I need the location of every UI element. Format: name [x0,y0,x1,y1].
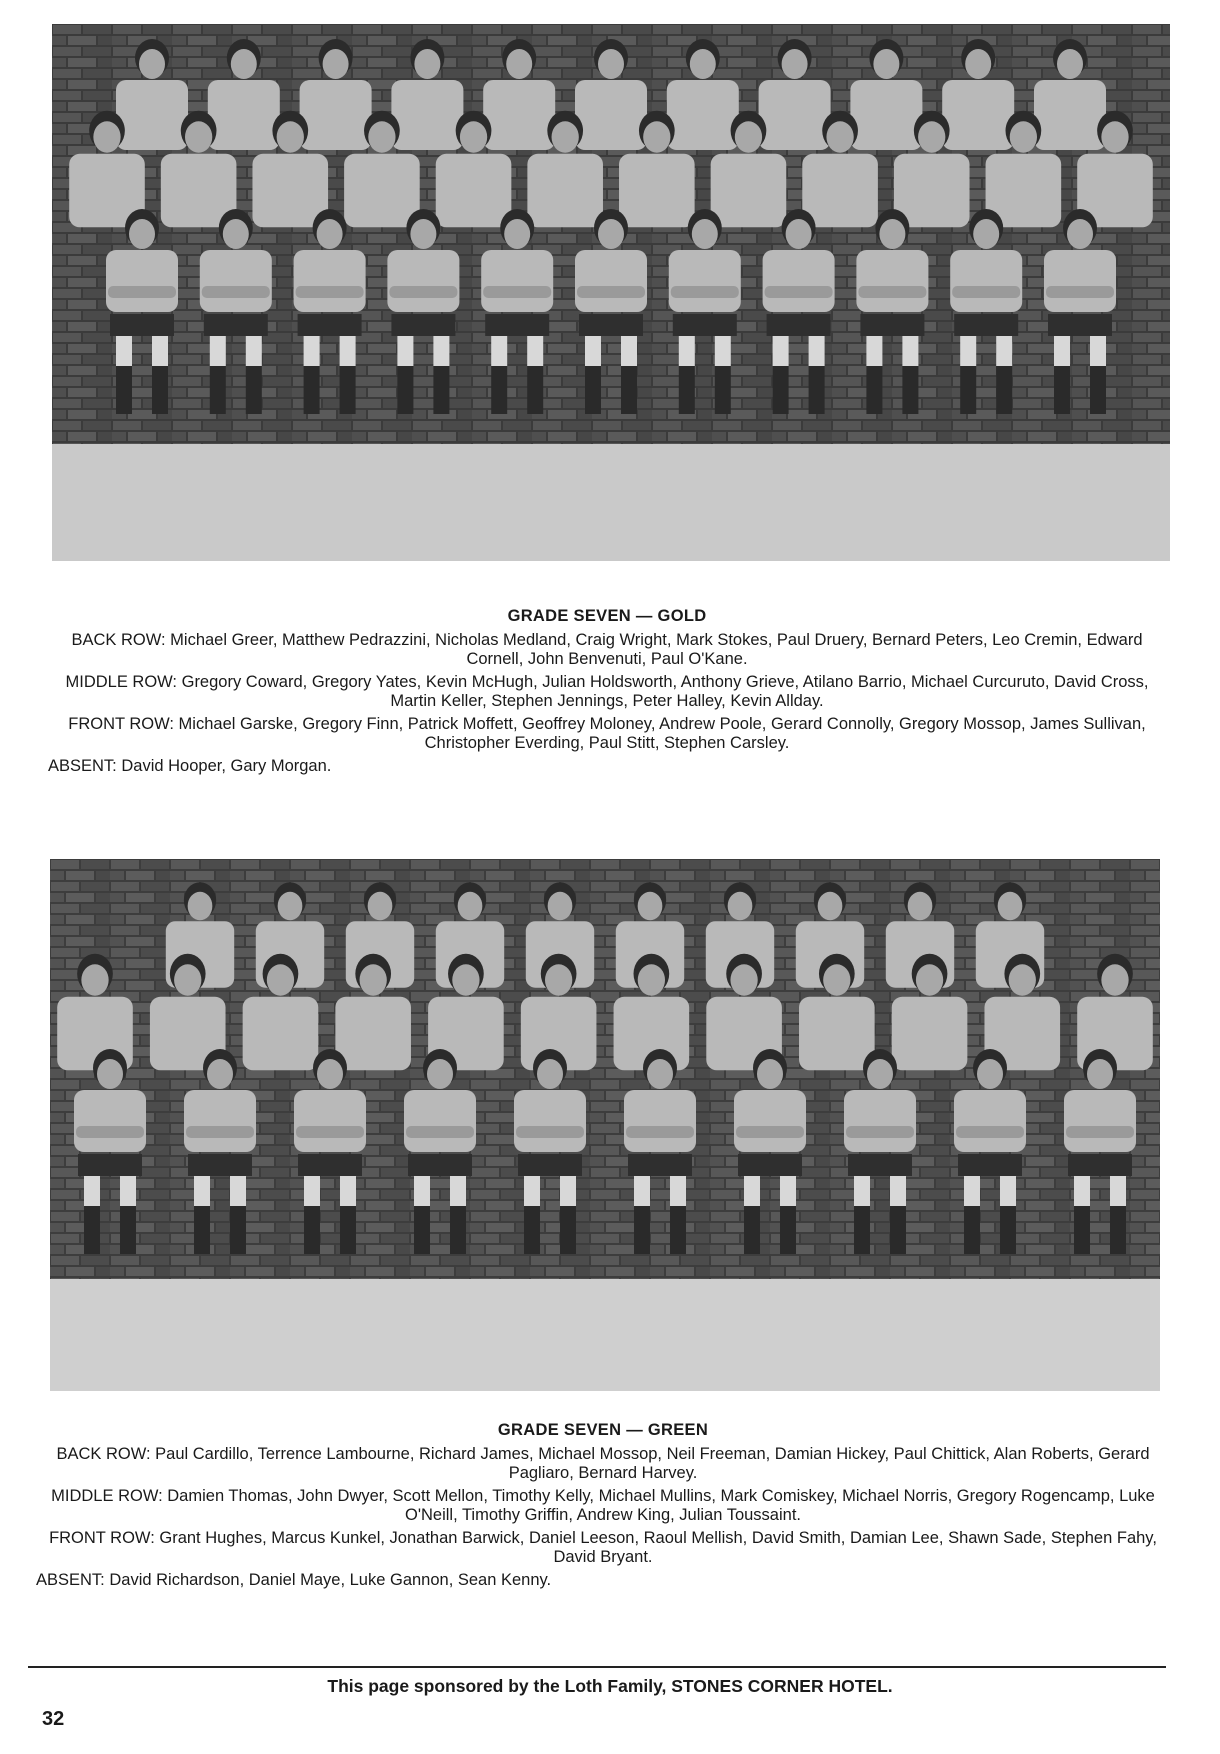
front-row-names: FRONT ROW: Grant Hughes, Marcus Kunkel, Jonathan Barwick, Daniel Leeson, Raoul Mellish, David Smith, Damian Lee, Shawn Sade, Stephen Fahy, David Bryant. [49,1529,1157,1566]
class-photo-green-graphic [50,859,1160,1391]
back-row-names: BACK ROW: Paul Cardillo, Terrence Lambourne, Richard James, Michael Mossop, Neil Freeman, Damian Hickey, Paul Chittick, Alan Roberts, Gerard Pagliaro, Bernard Harvey. [56,1445,1150,1482]
back-row-names: BACK ROW: Michael Greer, Matthew Pedrazzini, Nicholas Medland, Craig Wright, Mark Stokes, Paul Druery, Bernard Peters, Leo Cremin, Edward Cornell, John Benvenuti, Paul O'Kane. [71,631,1143,668]
section-title: GRADE SEVEN — GOLD [507,607,707,625]
caption-gold [48,607,1166,780]
sponsor-line: This page sponsored by the Loth Family, STONES CORNER HOTEL. [327,1676,893,1696]
class-photo-green [50,859,1160,1391]
footer-divider [28,1666,1166,1668]
class-photo-gold [52,24,1170,561]
middle-row-names: MIDDLE ROW: Damien Thomas, John Dwyer, Scott Mellon, Timothy Kelly, Michael Mullins, Mark Comiskey, Michael Norris, Gregory Rogencamp, Luke O'Neill, Timothy Griffin, Andrew King, Julian Toussaint. [51,1487,1155,1524]
page-number: 32 [42,1708,65,1730]
caption-green [36,1421,1170,1594]
class-photo-gold-graphic [52,24,1170,561]
front-row-names: FRONT ROW: Michael Garske, Gregory Finn, Patrick Moffett, Geoffrey Moloney, Andrew Poole, Gerard Connolly, Gregory Mossop, James Sullivan, Christopher Everding, Paul Stitt, Stephen Carsley. [68,715,1146,752]
middle-row-names: MIDDLE ROW: Gregory Coward, Gregory Yates, Kevin McHugh, Julian Holdsworth, Anthony Grieve, Atilano Barrio, Michael Curcuruto, David Cross, Martin Keller, Stephen Jennings, Peter Halley, Kevin Allday. [65,673,1149,710]
absent-names: ABSENT: David Richardson, Daniel Maye, Luke Gannon, Sean Kenny. [36,1571,552,1589]
absent-names: ABSENT: David Hooper, Gary Morgan. [48,757,332,775]
section-title: GRADE SEVEN — GREEN [497,1421,709,1439]
